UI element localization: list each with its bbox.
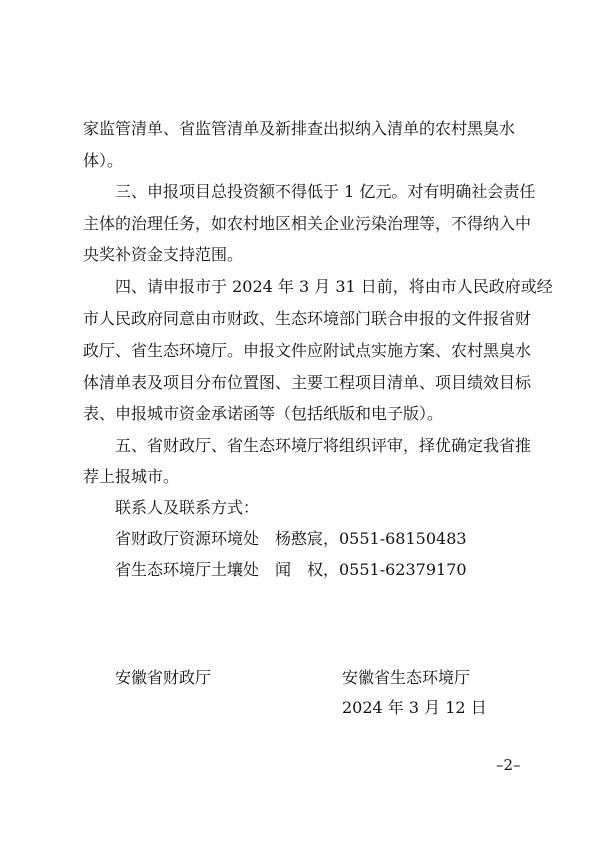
body-line-9: 体清单表及项目分布位置图、主要工程项目清单、项目绩效目标 <box>83 373 532 392</box>
body-line-11: 五、省财政厅、省生态环境厅将组织评审，择优确定我省推 <box>115 436 532 455</box>
contacts-heading: 联系人及联系方式： <box>115 498 260 517</box>
body-line-8: 政厅、省生态环境厅。申报文件应附试点实施方案、农村黑臭水 <box>83 341 532 360</box>
body-line-10: 表、申报城市资金承诺函等（包括纸版和电子版）。 <box>83 404 444 423</box>
page-number: –2– <box>496 756 521 774</box>
body-line-1: 家监管清单、省监管清单及新排查出拟纳入清单的农村黑臭水 <box>83 119 516 138</box>
body-line-2: 体）。 <box>83 151 124 170</box>
contact-item-ecology: 省生态环境厅土壤处 闻 权，0551-62379170 <box>115 560 467 579</box>
body-line-3: 三、申报项目总投资额不得低于 1 亿元。对有明确社会责任 <box>115 182 536 201</box>
body-line-4: 主体的治理任务，如农村地区相关企业污染治理等，不得纳入中 <box>83 214 532 233</box>
signature-date: 2024 年 3 月 12 日 <box>342 698 487 717</box>
signature-right-org: 安徽省生态环境厅 <box>342 668 471 687</box>
body-line-5: 央奖补资金支持范围。 <box>83 245 244 264</box>
signature-left-org: 安徽省财政厅 <box>115 668 212 687</box>
body-line-6: 四、请申报市于 2024 年 3 月 31 日前，将由市人民政府或经 <box>115 277 553 296</box>
contact-item-finance: 省财政厅资源环境处 杨憨宸，0551-68150483 <box>115 529 467 548</box>
body-line-7: 市人民政府同意由市财政、生态环境部门联合申报的文件报省财 <box>83 309 532 328</box>
body-line-12: 荐上报城市。 <box>83 467 180 486</box>
